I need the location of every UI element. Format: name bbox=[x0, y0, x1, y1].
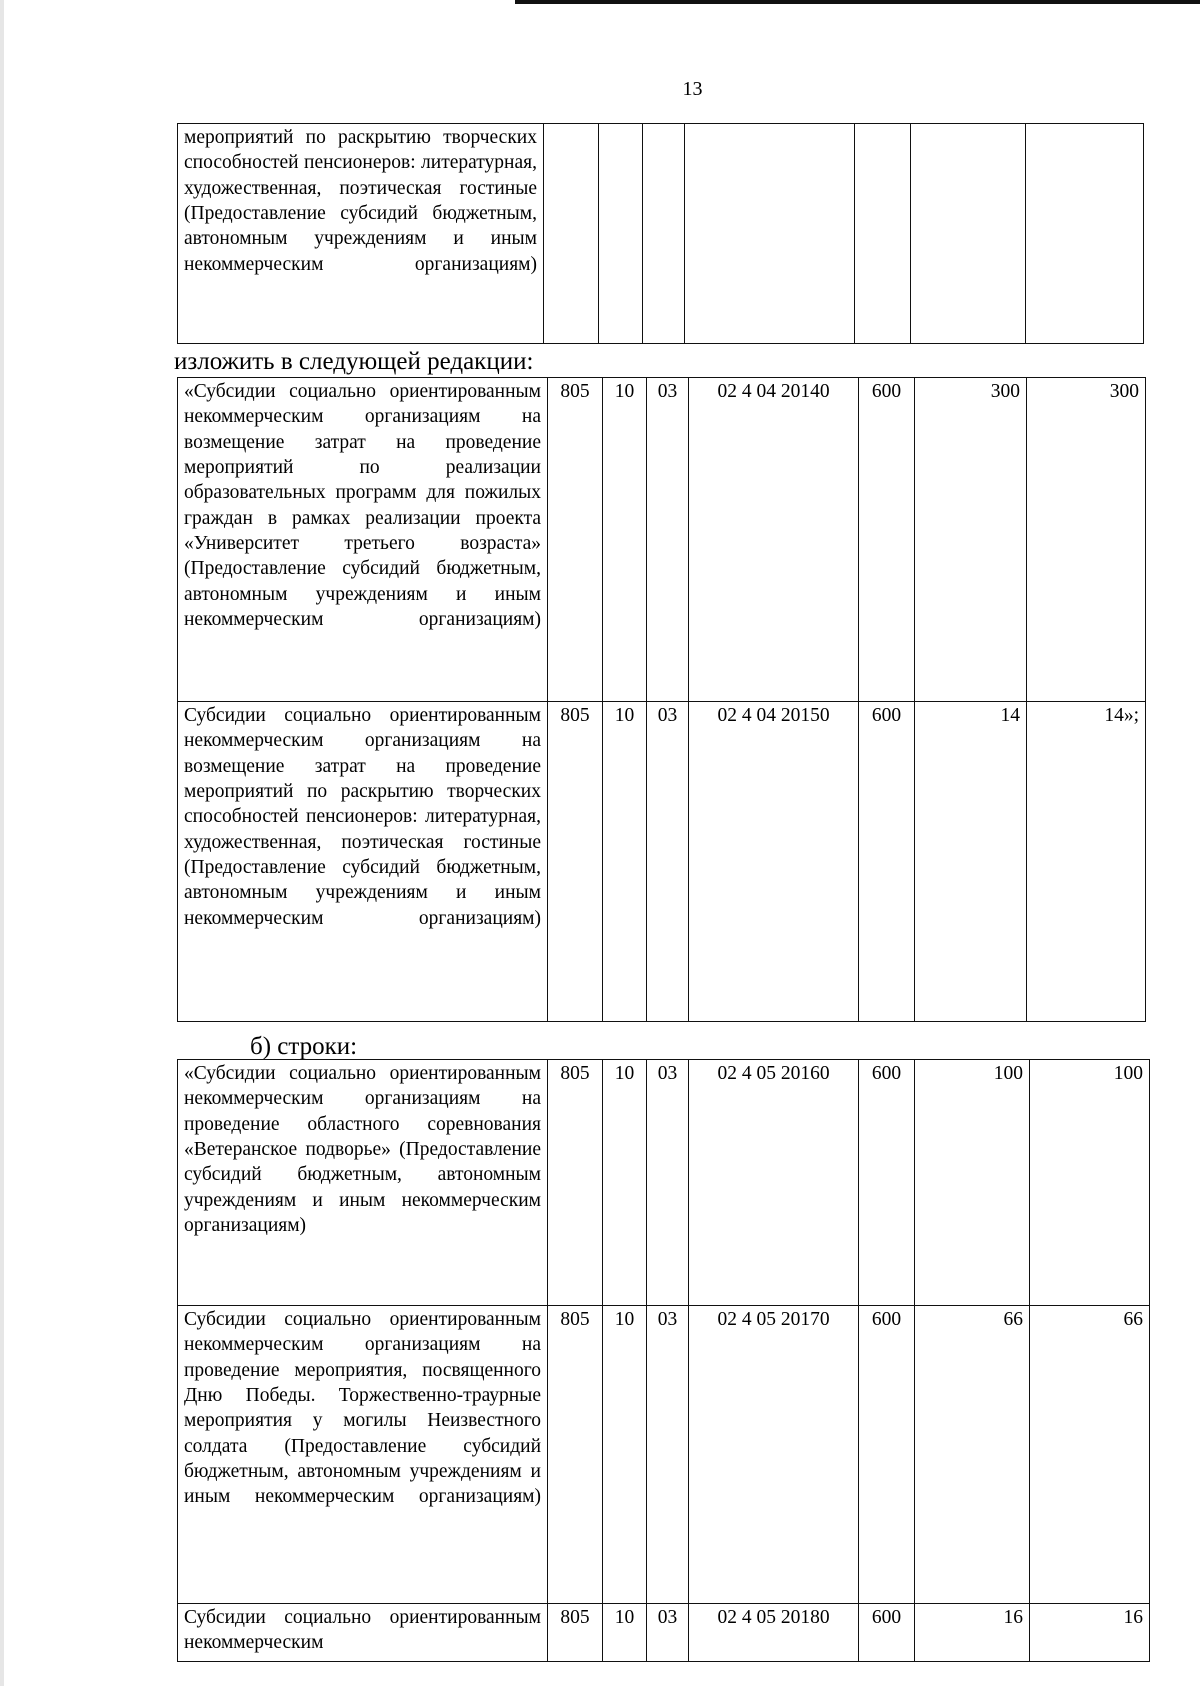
cell-pr bbox=[643, 124, 685, 344]
cell-grbs: 805 bbox=[548, 702, 603, 1022]
cell-csr bbox=[685, 124, 855, 344]
table-row bbox=[178, 1306, 1150, 1604]
scan-top-edge-line bbox=[515, 0, 1200, 4]
cell-sum-1 bbox=[911, 124, 1026, 344]
row-description: мероприятий по раскрытию творческих способностей пенсионеров: литературная, художественная, поэтическая гостиные (Предоставление субсидий бюджетным, автономным учреждениям и иным некоммерческим организациям) bbox=[178, 124, 544, 344]
cell-grbs: 805 bbox=[548, 1306, 603, 1604]
cell-rz bbox=[599, 124, 643, 344]
budget-table-b bbox=[177, 1059, 1150, 1662]
cell-grbs: 805 bbox=[548, 1060, 603, 1306]
cell-csr: 02 4 05 20160 bbox=[689, 1060, 859, 1306]
cell-csr: 02 4 04 20150 bbox=[689, 702, 859, 1022]
cell-pr: 03 bbox=[647, 702, 689, 1022]
cell-grbs: 805 bbox=[548, 1604, 603, 1662]
cell-sum-2 bbox=[1026, 124, 1144, 344]
cell-sum-1: 16 bbox=[915, 1604, 1030, 1662]
cell-pr: 03 bbox=[647, 1604, 689, 1662]
cell-pr: 03 bbox=[647, 1060, 689, 1306]
row-description: «Субсидии социально ориентированным некоммерческим организациям на проведение областного соревнования «Ветеранское подворье» (Предоставление субсидий бюджетным, автономным учреждениям и иным некоммерческим организациям) bbox=[178, 1060, 548, 1306]
cell-csr: 02 4 05 20180 bbox=[689, 1604, 859, 1662]
section-heading-b: б) строки: bbox=[250, 1033, 358, 1060]
cell-sum-2: 300 bbox=[1027, 378, 1146, 702]
row-description: «Субсидии социально ориентированным некоммерческим организациям на возмещение затрат на проведение мероприятий по реализации образовательных программ для пожилых граждан в рамках реализации проекта «Университет третьего возраста» (Предоставление субсидий бюджетным, автономным учреждениям и иным некоммерческим организациям) bbox=[178, 378, 548, 702]
cell-csr: 02 4 05 20170 bbox=[689, 1306, 859, 1604]
cell-sum-2: 66 bbox=[1030, 1306, 1150, 1604]
table-row bbox=[178, 1060, 1150, 1306]
row-description: Субсидии социально ориентированным некоммерческим организациям на возмещение затрат на проведение мероприятий по раскрытию творческих способностей пенсионеров: литературная, художественная, поэтическая гостиные (Предоставление субсидий бюджетным, автономным учреждениям и иным некоммерческим организациям) bbox=[178, 702, 548, 1022]
cell-sum-1: 100 bbox=[915, 1060, 1030, 1306]
cell-sum-1: 14 bbox=[915, 702, 1027, 1022]
cell-sum-2: 16 bbox=[1030, 1604, 1150, 1662]
cell-vr bbox=[855, 124, 911, 344]
cell-rz: 10 bbox=[603, 1604, 647, 1662]
cell-sum-1: 66 bbox=[915, 1306, 1030, 1604]
cell-sum-1: 300 bbox=[915, 378, 1027, 702]
table-row bbox=[178, 702, 1146, 1022]
cell-rz: 10 bbox=[603, 702, 647, 1022]
budget-table-continuation bbox=[177, 123, 1144, 344]
cell-sum-2: 100 bbox=[1030, 1060, 1150, 1306]
table-row bbox=[178, 378, 1146, 702]
cell-vr: 600 bbox=[859, 1060, 915, 1306]
cell-csr: 02 4 04 20140 bbox=[689, 378, 859, 702]
cell-grbs: 805 bbox=[548, 378, 603, 702]
cell-grbs bbox=[544, 124, 599, 344]
row-description: Субсидии социально ориентированным некоммерческим bbox=[178, 1604, 548, 1662]
budget-table-a bbox=[177, 377, 1146, 1022]
row-description: Субсидии социально ориентированным некоммерческим организациям на проведение мероприятия, посвященного Дню Победы. Торжественно-траурные мероприятия у могилы Неизвестного солдата (Предоставление субсидий бюджетным, автономным учреждениям и иным некоммерческим организациям) bbox=[178, 1306, 548, 1604]
cell-rz: 10 bbox=[603, 1306, 647, 1604]
cell-rz: 10 bbox=[603, 378, 647, 702]
cell-pr: 03 bbox=[647, 1306, 689, 1604]
page-number: 13 bbox=[682, 78, 703, 100]
cell-pr: 03 bbox=[647, 378, 689, 702]
cell-vr: 600 bbox=[859, 1604, 915, 1662]
table-row bbox=[178, 1604, 1150, 1662]
table-row bbox=[178, 124, 1144, 344]
cell-rz: 10 bbox=[603, 1060, 647, 1306]
cell-vr: 600 bbox=[859, 378, 915, 702]
cell-sum-2: 14»; bbox=[1027, 702, 1146, 1022]
cell-vr: 600 bbox=[859, 702, 915, 1022]
cell-vr: 600 bbox=[859, 1306, 915, 1604]
section-heading-a: изложить в следующей редакции: bbox=[174, 348, 534, 375]
scan-left-edge bbox=[0, 0, 4, 1686]
